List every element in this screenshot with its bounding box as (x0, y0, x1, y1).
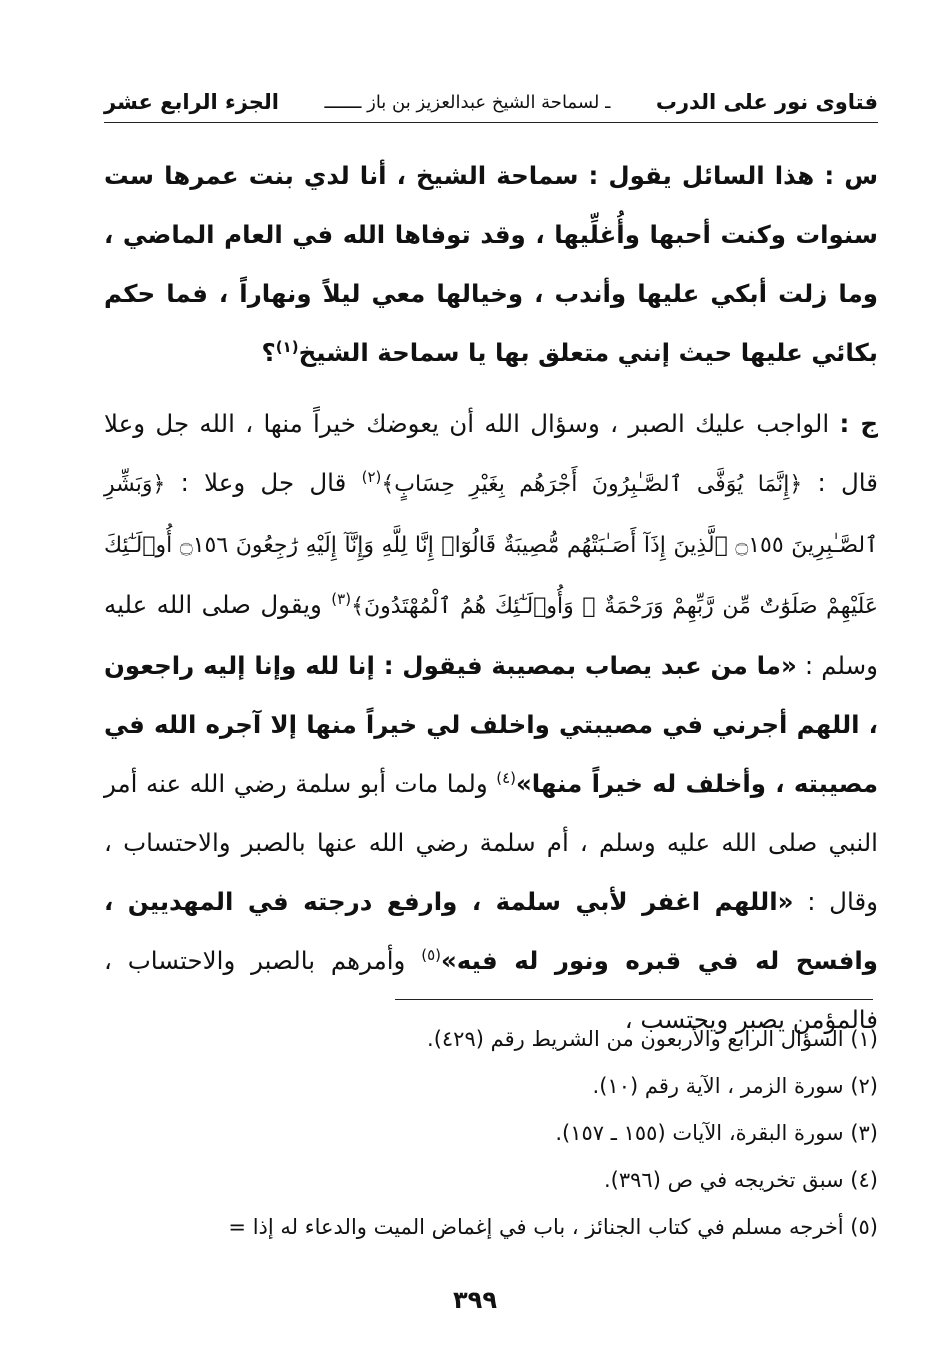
answer-text-4: ولما مات أبو سلمة رضي الله عنه أمر النبي صلى الله عليه وسلم ، أم سلمة رضي الله عنها بالصبر والاحتساب ، وقال : (104, 769, 878, 916)
footnote-ref-3: (٣) (331, 589, 352, 608)
footnote-item: (٥) أخرجه مسلم في كتاب الجنائز ، باب في إغماض الميت والدعاء له إذا = (228, 1215, 878, 1239)
main-text (104, 146, 878, 1049)
answer-text-1: الواجب عليك الصبر ، وسؤال الله أن يعوضك خيراً منها ، الله جل وعلا قال : (104, 409, 878, 497)
question-label: س : (824, 161, 879, 190)
answer-text-3: ويقول صلى الله عليه وسلم : (104, 590, 878, 680)
footnote-item: (١) السؤال الرابع والأربعون من الشريط رقم (٤٢٩). (427, 1027, 878, 1051)
answer-text-2: قال جل وعلا : (180, 468, 347, 497)
footnote-ref-1: (١) (275, 337, 299, 356)
page-number: ٣٩٩ (453, 1286, 497, 1314)
footnote-separator (395, 999, 873, 1000)
quran-verse-2: ﴿وَبَشِّرِ ٱلصَّـٰبِرِينَ ۝١٥٥ ٱلَّذِينَ إِذَآ أَصَـٰبَتْهُم مُّصِيبَةٌ قَالُوٓا۟ إِنَّا لِلَّهِ وَإِنَّآ إِلَيْهِ رَٰجِعُونَ ۝١٥٦ أُو۟لَـٰٓئِكَ عَلَيْهِمْ صَلَوَٰتٌ مِّن رَّبِّهِمْ وَرَحْمَةٌ ۖ وَأُو۟لَـٰٓئِكَ هُمُ ٱلْمُهْتَدُونَ﴾ (104, 472, 878, 619)
footnote-item: (٢) سورة الزمر ، الآية رقم (١٠). (592, 1074, 878, 1098)
footnote-ref-5: (٥) (421, 945, 441, 964)
question-paragraph (104, 146, 878, 382)
answer-label: ج : (839, 409, 879, 438)
footnotes-list (104, 1016, 878, 1251)
footnote-ref-2: (٢) (361, 467, 382, 486)
hadith-1: «ما من عبد يصاب بمصيبة فيقول : إنا لله وإنا إليه راجعون ، اللهم أجرني في مصيبتي واخلف لي خيراً منها إلا آجره الله في مصيبته ، وأخلف له خيراً منها» (104, 651, 878, 798)
answer-paragraph (104, 394, 878, 1049)
book-title: فتاوى نور على الدرب (655, 90, 878, 114)
footnote-item: (٤) سبق تخريجه في ص (٣٩٦). (604, 1168, 878, 1192)
volume-label: الجزء الرابع عشر (104, 90, 280, 114)
author-line: ـ لسماحة الشيخ عبدالعزيز بن باز ـــــــ (324, 91, 611, 113)
question-mark: ؟ (261, 338, 276, 367)
footnote-item: (٣) سورة البقرة، الآيات (١٥٥ ـ ١٥٧). (555, 1121, 878, 1145)
footnote-ref-4: (٤) (496, 768, 516, 787)
hadith-2: «اللهم اغفر لأبي سلمة ، وارفع درجته في المهديين ، وافسح له في قبره ونور له فيه» (104, 887, 879, 975)
question-text: هذا السائل يقول : سماحة الشيخ ، أنا لدي بنت عمرها ست سنوات وكنت أحبها وأُغلِّيها ، وقد توفاها الله في العام الماضي ، وما زلت أبكي عليها وأندب ، وخيالها معي ليلاً ونهاراً ، فما حكم بكائي عليها حيث إنني متعلق بها يا سماحة الشيخ (104, 161, 878, 367)
answer-text-5: وأمرهم بالصبر والاحتساب ، فالمؤمن يصبر ويحتسب ، (104, 946, 878, 1034)
running-header (104, 82, 878, 122)
header-rule (104, 122, 878, 123)
quran-verse-1: ﴿إِنَّمَا يُوَفَّى ٱلصَّـٰبِرُونَ أَجْرَهُم بِغَيْرِ حِسَابٍ﴾ (381, 472, 803, 497)
